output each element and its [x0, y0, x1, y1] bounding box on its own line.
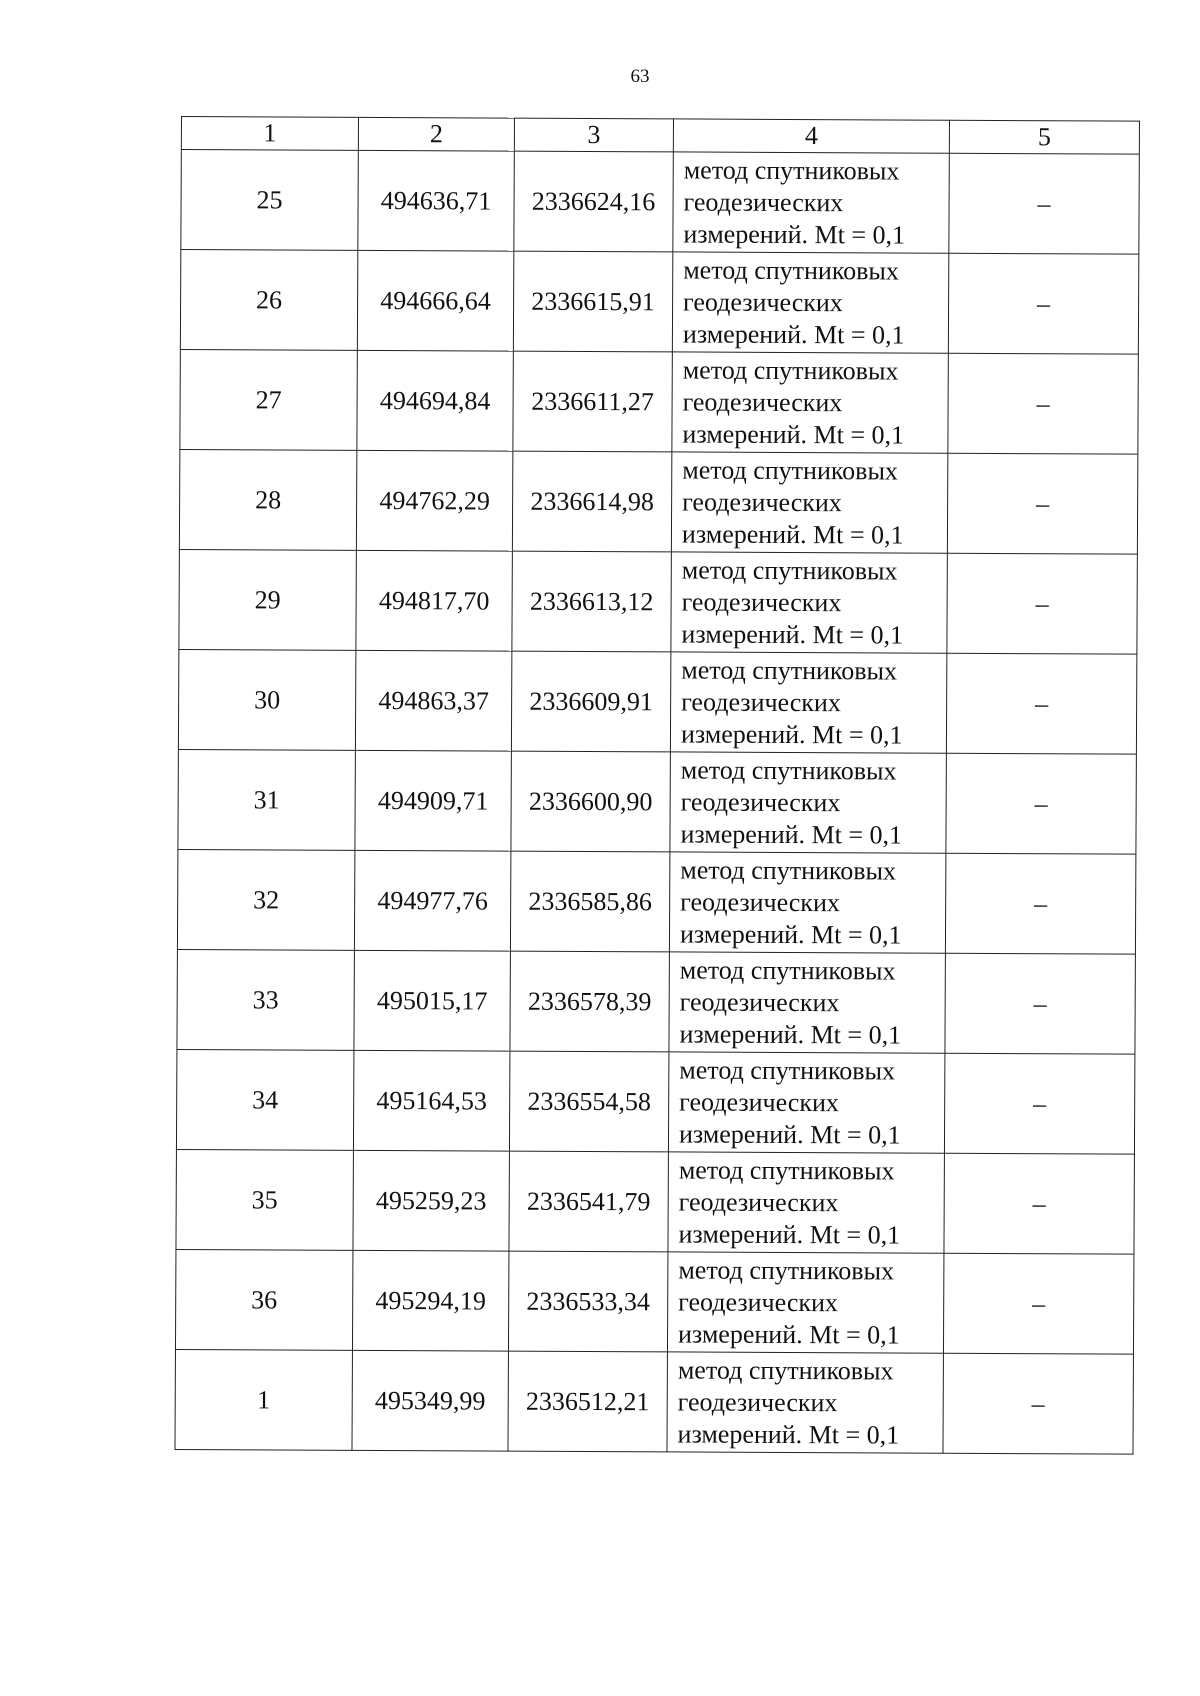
page-number: 63 — [630, 66, 650, 87]
x-coordinate-cell: 494863,37 — [355, 650, 511, 751]
method-line: геодезических — [679, 1086, 839, 1117]
method-cell — [668, 1052, 944, 1153]
method-line: геодезических — [680, 786, 841, 817]
note-cell: – — [947, 453, 1137, 554]
y-coordinate-cell: 2336533,34 — [508, 1251, 667, 1352]
note-cell: – — [947, 553, 1137, 654]
method-line: метод спутниковых — [683, 254, 900, 286]
y-coordinate-cell: 2336615,91 — [513, 251, 672, 352]
method-line: геодезических — [682, 386, 843, 417]
method-line: метод спутниковых — [678, 1254, 895, 1285]
y-coordinate-cell: 2336624,16 — [514, 151, 673, 252]
method-line: измерений. Mt = 0,1 — [678, 1218, 901, 1250]
method-line: метод спутниковых — [679, 1054, 896, 1086]
x-coordinate-cell: 495164,53 — [353, 1050, 509, 1151]
table-row — [177, 849, 1135, 954]
point-number-cell: 27 — [180, 349, 357, 450]
note-cell: – — [948, 253, 1138, 354]
method-line: метод спутниковых — [682, 454, 899, 486]
method-cell — [670, 752, 946, 853]
method-line: метод спутниковых — [679, 954, 896, 986]
header-cell-2: 2 — [358, 117, 514, 151]
point-number-cell: 25 — [181, 150, 358, 251]
y-coordinate-cell: 2336585,86 — [510, 851, 669, 952]
point-number-cell: 31 — [178, 749, 355, 850]
table-row — [175, 1249, 1133, 1354]
y-coordinate-cell: 2336609,91 — [511, 651, 670, 752]
note-cell: – — [948, 353, 1138, 454]
x-coordinate-cell: 495349,99 — [352, 1350, 508, 1451]
method-line: измерений. Mt = 0,1 — [683, 218, 906, 250]
method-line: измерений. Mt = 0,1 — [682, 418, 905, 450]
note-cell: – — [944, 1153, 1134, 1254]
y-coordinate-cell: 2336554,58 — [509, 1051, 668, 1152]
header-cell-4: 4 — [673, 119, 949, 153]
note-cell: – — [946, 653, 1136, 754]
header-cell-3: 3 — [514, 118, 673, 152]
method-line: геодезических — [683, 286, 843, 317]
method-cell — [673, 152, 949, 253]
method-line: метод спутниковых — [680, 754, 897, 786]
table-row — [178, 749, 1136, 854]
method-line: измерений. Mt = 0,1 — [677, 1418, 900, 1450]
method-cell — [669, 852, 945, 953]
y-coordinate-cell: 2336578,39 — [510, 951, 669, 1052]
point-number-cell: 36 — [175, 1249, 352, 1350]
method-line: измерений. Mt = 0,1 — [681, 518, 904, 550]
method-line: метод спутниковых — [681, 654, 898, 686]
table-row — [179, 549, 1137, 654]
x-coordinate-cell: 494694,84 — [357, 350, 513, 451]
note-cell: – — [943, 1253, 1133, 1354]
table-row — [180, 349, 1138, 454]
method-line: метод спутниковых — [682, 354, 899, 386]
note-cell: – — [943, 1353, 1133, 1454]
point-number-cell: 1 — [175, 1349, 352, 1450]
method-cell — [671, 452, 947, 553]
header-cell-1: 1 — [181, 117, 358, 151]
method-line: измерений. Mt = 0,1 — [680, 718, 903, 750]
y-coordinate-cell: 2336541,79 — [509, 1151, 668, 1252]
table-row — [176, 1149, 1134, 1254]
method-line: метод спутниковых — [678, 1154, 895, 1185]
point-number-cell: 34 — [176, 1049, 353, 1150]
y-coordinate-cell: 2336611,27 — [513, 351, 672, 452]
method-cell — [671, 552, 947, 653]
method-line: измерений. Mt = 0,1 — [681, 618, 904, 650]
table-row — [177, 949, 1135, 1054]
method-line: измерений. Mt = 0,1 — [679, 918, 902, 950]
point-number-cell: 32 — [177, 849, 354, 950]
method-line: измерений. Mt = 0,1 — [678, 1118, 901, 1150]
note-cell: – — [945, 853, 1135, 954]
method-line: геодезических — [680, 886, 840, 917]
x-coordinate-cell: 494817,70 — [356, 550, 512, 651]
method-line: метод спутниковых — [683, 154, 900, 186]
table-header-row — [181, 117, 1139, 155]
note-cell: – — [946, 753, 1136, 854]
y-coordinate-cell: 2336614,98 — [512, 451, 671, 552]
point-number-cell: 28 — [179, 449, 356, 550]
point-number-cell: 35 — [176, 1149, 353, 1250]
table-body — [175, 117, 1140, 1455]
method-cell — [672, 252, 948, 353]
point-number-cell: 33 — [177, 949, 354, 1050]
table-row — [180, 250, 1138, 355]
table-row — [181, 150, 1139, 255]
x-coordinate-cell: 494762,29 — [356, 450, 512, 551]
method-cell — [669, 952, 945, 1053]
point-number-cell: 30 — [178, 649, 355, 750]
x-coordinate-cell: 494977,76 — [354, 850, 510, 951]
x-coordinate-cell: 495015,17 — [354, 950, 510, 1051]
method-line: геодезических — [681, 686, 841, 717]
method-cell — [670, 652, 946, 753]
method-line: геодезических — [677, 1386, 838, 1417]
note-cell: – — [949, 153, 1139, 254]
method-line: геодезических — [678, 1186, 839, 1217]
method-line: измерений. Mt = 0,1 — [682, 318, 905, 350]
table-row — [178, 649, 1136, 754]
method-line: метод спутниковых — [677, 1354, 894, 1385]
method-line: геодезических — [683, 186, 844, 217]
method-line: измерений. Mt = 0,1 — [680, 818, 903, 850]
note-cell: – — [944, 1053, 1134, 1154]
method-line: геодезических — [678, 1286, 839, 1317]
method-cell — [672, 352, 948, 453]
x-coordinate-cell: 494909,71 — [355, 750, 511, 851]
method-line: геодезических — [681, 586, 842, 617]
table-row — [175, 1349, 1133, 1454]
method-line: метод спутниковых — [680, 854, 897, 886]
method-cell — [668, 1152, 944, 1253]
table-row — [179, 449, 1137, 554]
x-coordinate-cell: 494636,71 — [358, 150, 514, 251]
coordinates-table — [174, 116, 1140, 1455]
note-cell: – — [945, 953, 1135, 1054]
method-line: геодезических — [682, 486, 842, 517]
y-coordinate-cell: 2336512,21 — [508, 1351, 667, 1452]
method-line: измерений. Mt = 0,1 — [677, 1318, 900, 1350]
method-line: измерений. Mt = 0,1 — [679, 1018, 902, 1050]
method-line: геодезических — [679, 986, 840, 1017]
x-coordinate-cell: 494666,64 — [357, 250, 513, 351]
y-coordinate-cell: 2336613,12 — [512, 551, 671, 652]
method-line: метод спутниковых — [681, 554, 898, 586]
method-cell — [667, 1252, 943, 1353]
y-coordinate-cell: 2336600,90 — [511, 751, 670, 852]
x-coordinate-cell: 495259,23 — [353, 1150, 509, 1251]
method-cell — [667, 1352, 943, 1453]
table-row — [176, 1049, 1134, 1154]
header-cell-5: 5 — [949, 120, 1139, 154]
point-number-cell: 29 — [179, 549, 356, 650]
x-coordinate-cell: 495294,19 — [352, 1250, 508, 1351]
point-number-cell: 26 — [180, 250, 357, 351]
